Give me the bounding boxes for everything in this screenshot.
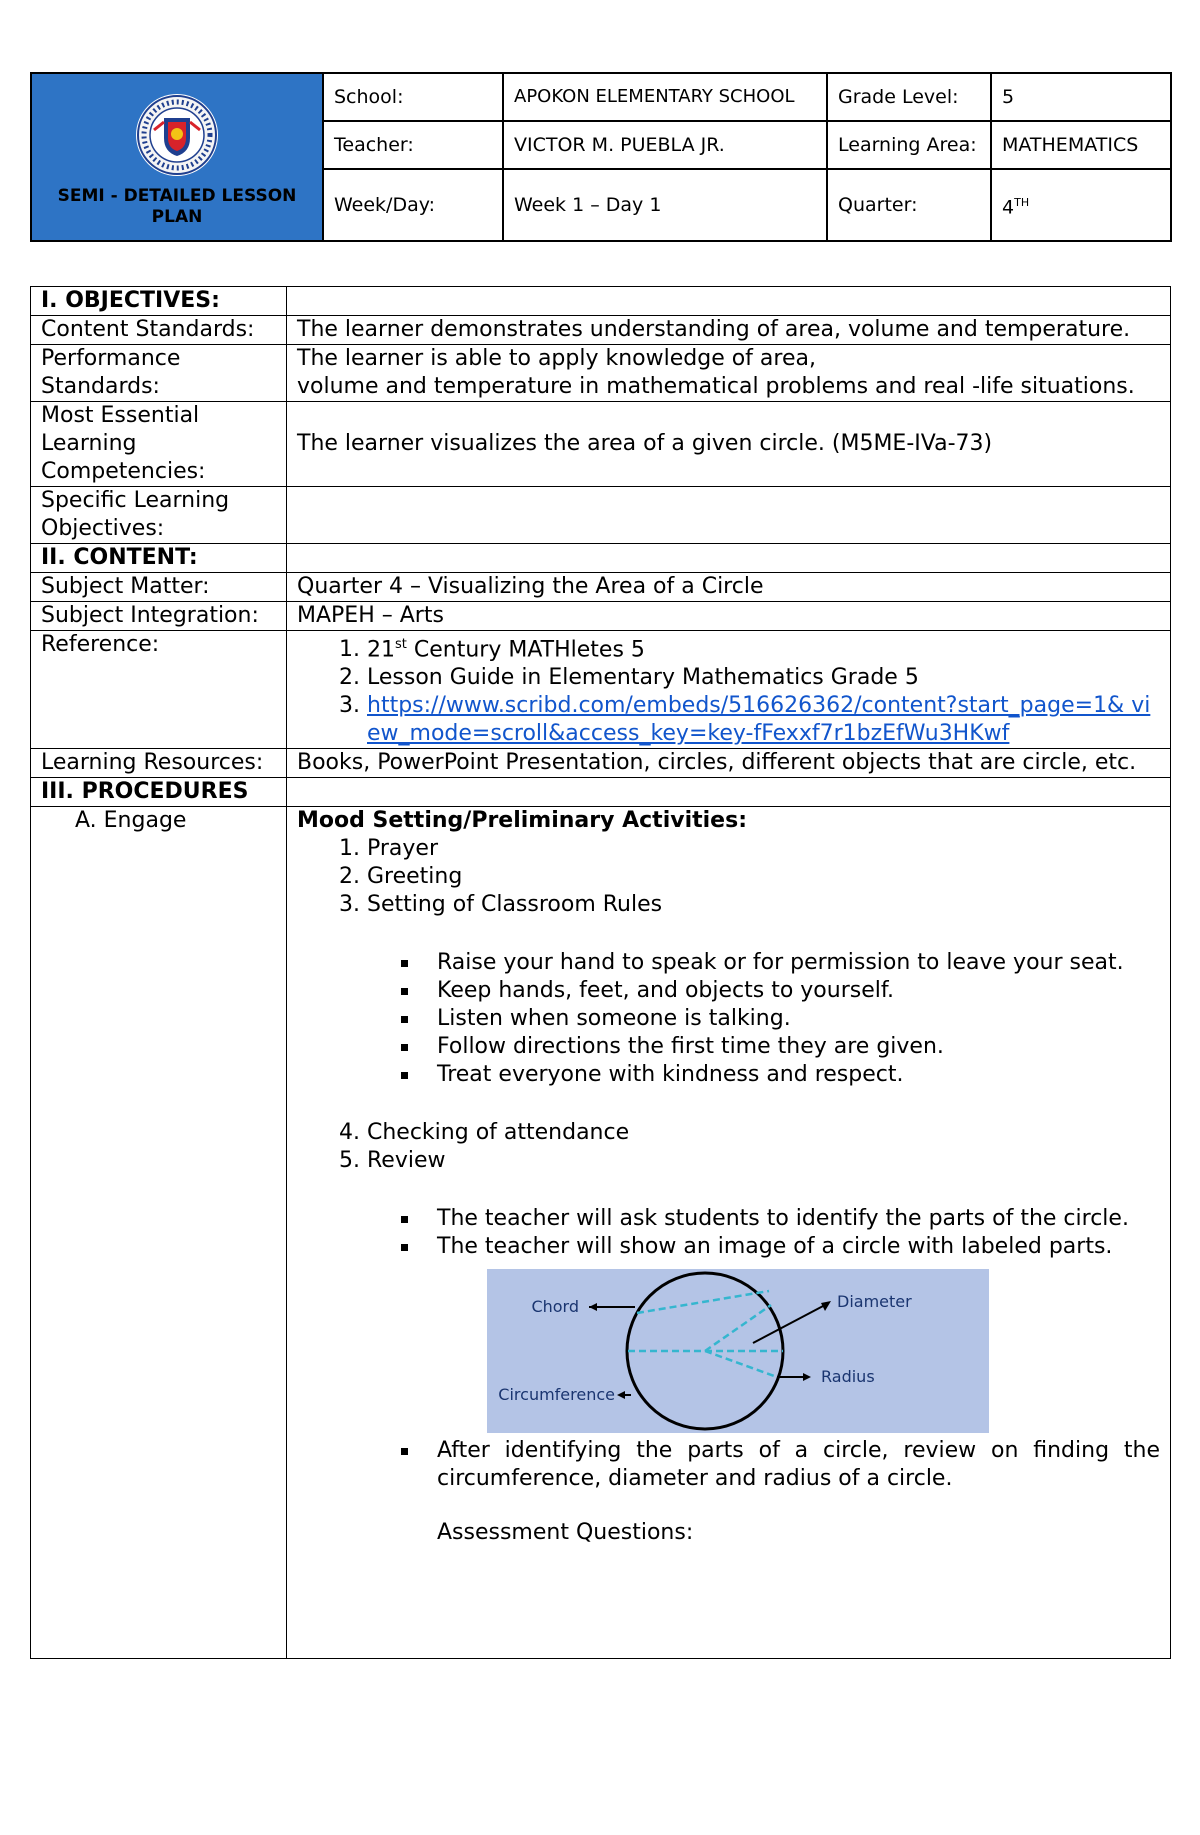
content-standards-value: The learner demonstrates understanding of area, volume and temperature. [287,316,1171,345]
week-label: Week/Day: [323,169,503,241]
subject-integration-label: Subject Integration: [31,602,287,631]
deped-seal-icon [134,92,220,178]
assessment-questions: Assessment Questions: [437,1520,694,1546]
mood-setting-title: Mood Setting/Preliminary Activities: [297,808,747,834]
table-row [31,487,1171,544]
area-label: Learning Area: [827,121,991,169]
reference-link[interactable]: https://www.scribd.com/embeds/516626362/content?start_page=1& view_mode=scroll&access_key=key-fFexxf7r1bzEfWu3HKwf [367,693,1151,747]
table-row [31,602,1171,631]
quarter-value: 4TH [991,169,1171,241]
grade-label: Grade Level: [827,73,991,121]
subject-matter-label: Subject Matter: [31,573,287,602]
subject-matter-value: Quarter 4 – Visualizing the Area of a Circle [287,573,1171,602]
learning-resources-label: Learning Resources: [31,749,287,778]
table-row [31,345,1171,402]
procedures-heading: III. PROCEDURES [31,778,287,807]
specific-objectives-label: Specific Learning Objectives: [31,487,287,544]
melc-label: Most Essential Learning Competencies: [31,402,287,487]
header-table [30,72,1172,242]
performance-line-1: The learner is able to apply knowledge of area, [297,346,816,371]
list-item: Treat everyone with kindness and respect. [437,1061,1160,1089]
content-standards-label: Content Standards: [31,316,287,345]
list-item: Follow directions the first time they are given. [437,1033,1160,1061]
deped-logo-cell [31,73,323,241]
list-item: 3. Setting of Classroom Rules [367,891,1160,919]
table-row [31,316,1171,345]
lesson-table [30,286,1171,1659]
teacher-label: Teacher: [323,121,503,169]
chord-label: Chord [531,1297,579,1317]
learning-resources-value: Books, PowerPoint Presentation, circles, different objects that are circle, etc. [287,749,1171,778]
table-row [31,573,1171,602]
subject-integration-value: MAPEH – Arts [287,602,1171,631]
list-item: 4. Checking of attendance [367,1119,1160,1147]
table-row [31,287,1171,316]
list-item: Raise your hand to speak or for permission to leave your seat. [437,949,1160,977]
list-item: 2. Lesson Guide in Elementary Mathematics Grade 5 [367,664,1160,692]
list-item: After identifying the parts of a circle, review on finding the circumference, diameter and radius of a circle. [437,1438,1160,1492]
grade-value: 5 [991,73,1171,121]
list-item: 1. Prayer [367,835,1160,863]
quarter-label: Quarter: [827,169,991,241]
teacher-value: VICTOR M. PUEBLA JR. [503,121,827,169]
diameter-label: Diameter [837,1292,912,1312]
performance-standards-label: Performance Standards: [31,345,287,402]
circle-parts-diagram [487,1269,989,1433]
table-row [31,749,1171,778]
objectives-heading: I. OBJECTIVES: [31,287,287,316]
radius-label: Radius [821,1367,875,1387]
engage-label: A. Engage [75,808,187,834]
review-list [297,1205,1160,1261]
list-item: Listen when someone is talking. [437,1005,1160,1033]
table-row [31,807,1171,1659]
engage-content [287,807,1171,1659]
reference-label: Reference: [31,631,287,749]
list-item: 2. Greeting [367,863,1160,891]
circumference-label: Circumference [498,1385,615,1405]
plan-title: SEMI - DETAILED LESSON PLAN [57,186,297,227]
list-item: The teacher will ask students to identify the parts of the circle. [437,1205,1160,1233]
list-item: The teacher will show an image of a circle with labeled parts. [437,1233,1160,1261]
content-heading: II. CONTENT: [31,544,287,573]
school-label: School: [323,73,503,121]
week-value: Week 1 – Day 1 [503,169,827,241]
table-row [31,631,1171,749]
steps-list-a [297,835,1160,919]
rules-list [297,949,1160,1089]
school-value: APOKON ELEMENTARY SCHOOL [503,73,827,121]
after-list [297,1437,1160,1493]
list-item [367,692,1160,748]
table-row [31,778,1171,807]
list-item: 5. Review [367,1147,1160,1175]
list-item: 1. 21st Century MATHletes 5 [367,631,1160,664]
area-value: MATHEMATICS [991,121,1171,169]
list-item: Keep hands, feet, and objects to yourself. [437,977,1160,1005]
reference-list [297,631,1160,748]
table-row [31,402,1171,487]
table-row [31,544,1171,573]
melc-value: The learner visualizes the area of a given circle. (M5ME-IVa-73) [287,402,1171,487]
performance-line-2: volume and temperature in mathematical problems and real -life situations. [297,374,1135,399]
steps-list-b [297,1119,1160,1175]
